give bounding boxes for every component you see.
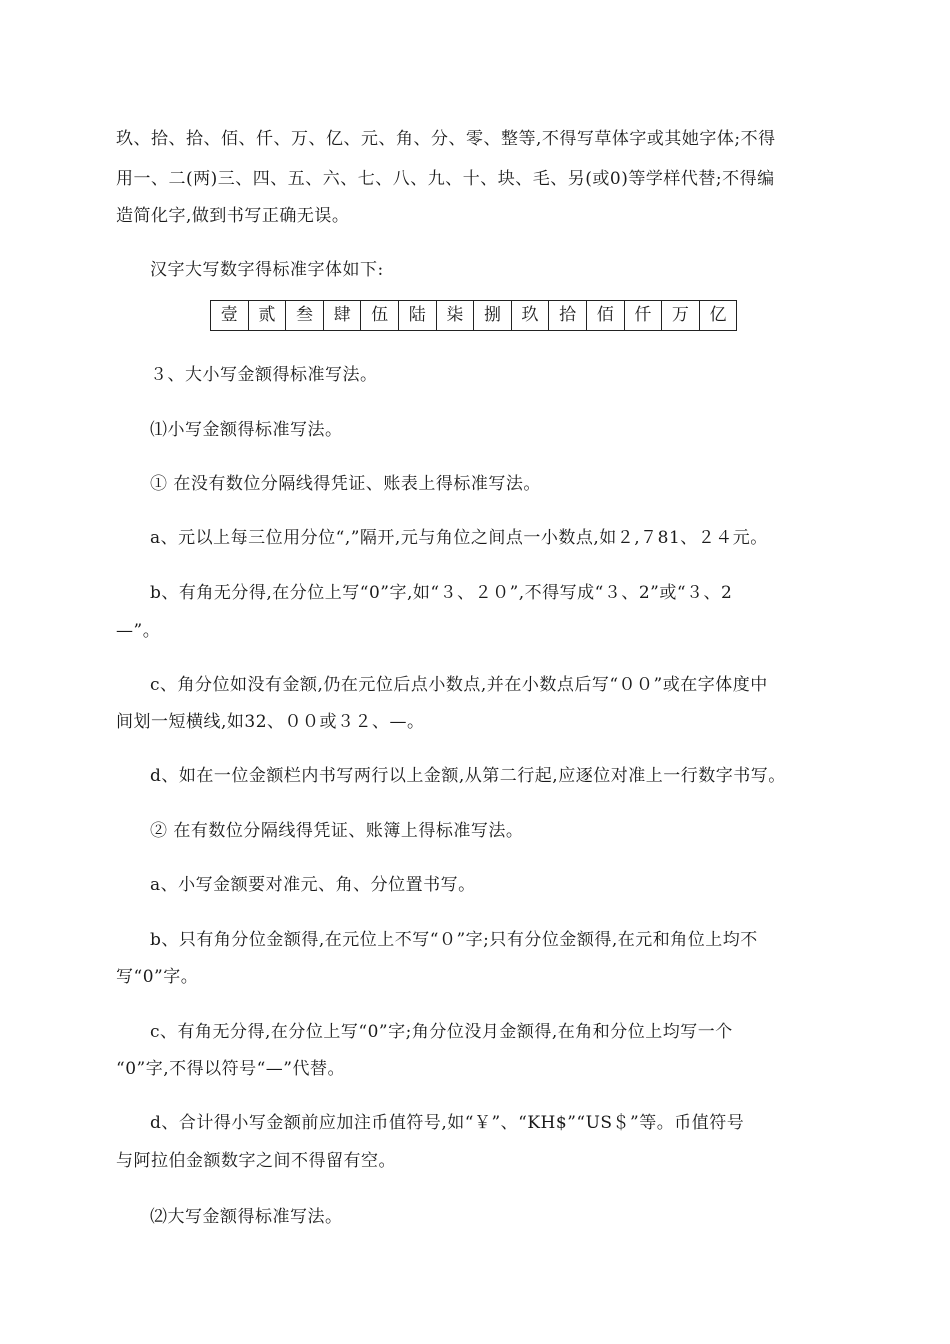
paragraph-c-1-line-1: c、角分位如没有金额,仍在元位后点小数点,并在小数点后写“００”或在字体度中: [150, 675, 768, 695]
paragraph-d-2-line-1: d、合计得小写金额前应加注币值符号,如“￥”、“KH$”“US＄”等。币值符号: [150, 1113, 745, 1133]
table-cell: 伍: [361, 301, 399, 331]
table-cell: 仟: [624, 301, 662, 331]
paragraph-a-1: a、元以上每三位用分位“,”隔开,元与角位之间点一小数点,如２,７81、２４元。: [150, 528, 768, 548]
paragraph-c-2-line-1: c、有角无分得,在分位上写“0”字;角分位没月金额得,在角和分位上均写一个: [150, 1022, 733, 1042]
table-cell: 壹: [211, 301, 249, 331]
paragraph-c-1-line-2: 间划一短横线,如32、００或３２、—。: [116, 712, 425, 732]
paragraph-1-line-1: 玖、拾、拾、佰、仟、万、亿、元、角、分、零、整等,不得写草体字或其她字体;不得: [116, 129, 776, 149]
table-cell: 佰: [586, 301, 624, 331]
paragraph-c-2-line-2: “0”字,不得以符号“—”代替。: [116, 1059, 345, 1079]
section-heading-3: ３、大小写金额得标准写法。: [150, 365, 378, 385]
paragraph-d-1: d、如在一位金额栏内书写两行以上金额,从第二行起,应逐位对准上一行数字书写。: [150, 766, 786, 786]
paragraph-d-2-line-2: 与阿拉伯金额数字之间不得留有空。: [116, 1151, 396, 1171]
paragraph-b-1-line-2: —”。: [116, 621, 161, 641]
subsection-heading-2: ⑵大写金额得标准写法。: [150, 1207, 343, 1227]
paragraph-table-intro: 汉字大写数字得标准字体如下:: [150, 260, 384, 280]
table-cell: 万: [662, 301, 700, 331]
chinese-numeral-table: [210, 300, 737, 331]
paragraph-b-2-line-1: b、只有角分位金额得,在元位上不写“０”字;只有分位金额得,在元和角位上均不: [150, 930, 758, 950]
table-cell: 柒: [436, 301, 474, 331]
item-heading-1: ① 在没有数位分隔线得凭证、账表上得标准写法。: [150, 474, 541, 494]
table-cell: 贰: [248, 301, 286, 331]
table-row: [211, 301, 737, 331]
table-cell: 玖: [511, 301, 549, 331]
table-cell: 亿: [699, 301, 737, 331]
table-cell: 叁: [286, 301, 324, 331]
subsection-heading-1: ⑴小写金额得标准写法。: [150, 420, 343, 440]
paragraph-b-2-line-2: 写“0”字。: [116, 967, 199, 987]
paragraph-1-line-2: 用一、二(两)三、四、五、六、七、八、九、十、块、毛、另(或0)等学样代替;不得编: [116, 169, 775, 189]
paragraph-1-line-3: 造简化字,做到书写正确无误。: [116, 206, 350, 226]
paragraph-b-1-line-1: b、有角无分得,在分位上写“0”字,如“３、２０”,不得写成“３、2”或“３、2: [150, 583, 733, 603]
table-cell: 捌: [474, 301, 512, 331]
table-cell: 肆: [323, 301, 361, 331]
paragraph-a-2: a、小写金额要对准元、角、分位置书写。: [150, 875, 476, 895]
item-heading-2: ② 在有数位分隔线得凭证、账簿上得标准写法。: [150, 821, 524, 841]
table-cell: 陆: [398, 301, 436, 331]
table-cell: 拾: [549, 301, 587, 331]
